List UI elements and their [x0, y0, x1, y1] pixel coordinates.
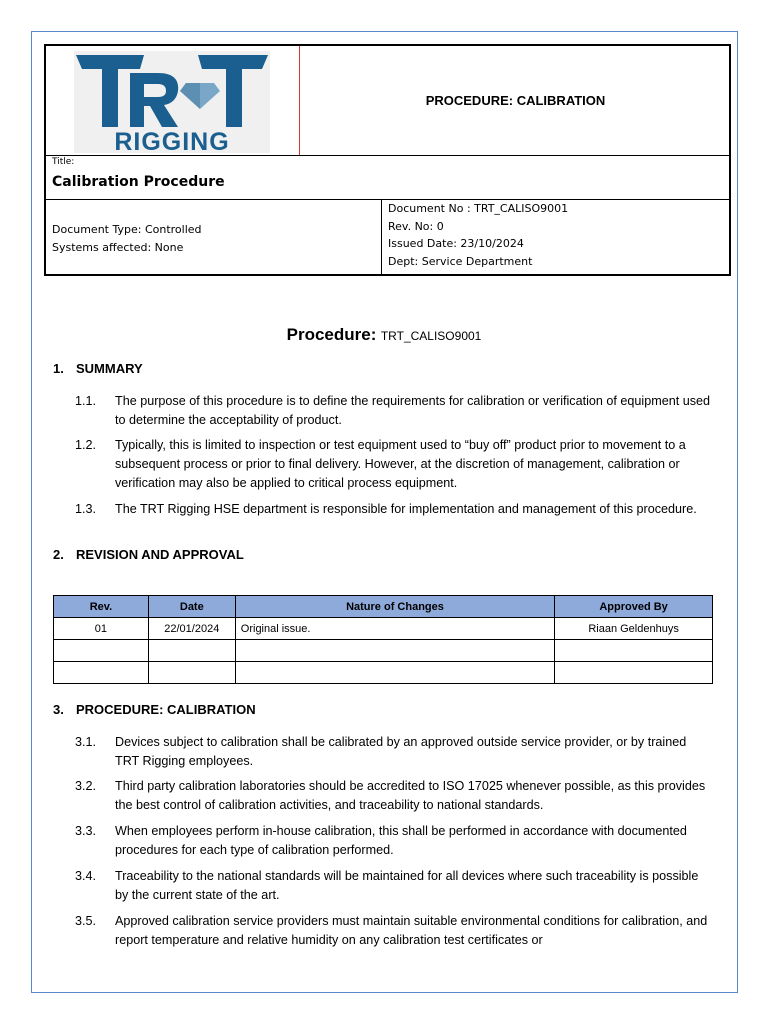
- item-text: Traceability to the national standards will be maintained for all devices where such traceability is possible by the current state of the art.: [115, 869, 699, 902]
- section-number: 2.: [53, 547, 64, 562]
- item-number: 3.3.: [75, 824, 97, 838]
- column-header: Nature of Changes: [235, 596, 554, 618]
- table-cell: [235, 662, 554, 684]
- revision-table: [53, 595, 713, 684]
- item-text: The TRT Rigging HSE department is responsible for implementation and management of this procedure.: [115, 502, 697, 516]
- meta-left: [52, 221, 202, 257]
- procedure-code: TRT_CALISO9001: [380, 329, 482, 343]
- table-header-row: [54, 596, 713, 618]
- table-cell: [148, 662, 235, 684]
- trt-rigging-logo: [74, 51, 270, 153]
- table-cell: 22/01/2024: [148, 618, 235, 640]
- table-row: [54, 618, 713, 640]
- title-value: Calibration Procedure: [52, 174, 225, 190]
- item-number: 3.1.: [75, 735, 97, 749]
- column-header: Date: [148, 596, 235, 618]
- document-type: Document Type: Controlled: [52, 223, 202, 236]
- section-number: 1.: [53, 361, 64, 376]
- item-text: Approved calibration service providers must maintain suitable environmental conditions for calibration, and report temperature and relative humidity on any calibration test certificates or: [115, 914, 708, 947]
- table-cell: [235, 640, 554, 662]
- column-header: Rev.: [54, 596, 149, 618]
- section-title: REVISION AND APPROVAL: [76, 547, 244, 562]
- issued-date: Issued Date: 23/10/2024: [388, 237, 524, 250]
- procedure-label: Procedure:: [286, 325, 377, 344]
- department: Dept: Service Department: [388, 254, 533, 268]
- table-cell: [54, 640, 149, 662]
- document-header: [44, 44, 731, 276]
- item-text: Third party calibration laboratories should be accredited to ISO 17025 whenever possible, as this provides the best control of calibration activities, and traceability to national standards.: [115, 779, 706, 812]
- table-cell: [148, 640, 235, 662]
- item-number: 3.5.: [75, 914, 97, 928]
- item-number: 3.4.: [75, 869, 97, 883]
- svg-text:RIGGING: RIGGING: [114, 128, 230, 153]
- item-text: When employees perform in-house calibration, this shall be performed in accordance with documented procedures for each type of calibration performed.: [115, 824, 687, 857]
- section-heading: [53, 547, 244, 562]
- meta-right: [388, 200, 568, 270]
- item-text: Typically, this is limited to inspection or test equipment used to “buy off” product prior to movement to a subsequent process or prior to final delivery. However, at the discretion of management, calibration or verification may also be applied to critical process equipment.: [115, 438, 686, 490]
- section-title: PROCEDURE: CALIBRATION: [76, 702, 256, 717]
- column-header: Approved By: [555, 596, 713, 618]
- item-text: The purpose of this procedure is to define the requirements for calibration or verification of equipment used to determine the acceptability of product.: [115, 394, 711, 427]
- table-cell: Riaan Geldenhuys: [555, 618, 713, 640]
- table-cell: [54, 662, 149, 684]
- divider: [381, 199, 382, 274]
- item-number: 3.2.: [75, 779, 97, 793]
- table-cell: Original issue.: [235, 618, 554, 640]
- table-cell: [555, 662, 713, 684]
- item-number: 1.2.: [75, 438, 97, 452]
- procedure-title: PROCEDURE: CALIBRATION: [425, 93, 606, 108]
- section-number: 3.: [53, 702, 64, 717]
- title-label: Title:: [52, 157, 75, 167]
- table-row: [54, 640, 713, 662]
- table-cell: 01: [54, 618, 149, 640]
- section-heading: [53, 702, 256, 717]
- item-number: 1.3.: [75, 502, 97, 516]
- table-row: [54, 662, 713, 684]
- divider: [46, 155, 729, 156]
- revision-number: Rev. No: 0: [388, 219, 444, 233]
- item-text: Devices subject to calibration shall be calibrated by an approved outside service provider, or by trained TRT Rigging employees.: [115, 735, 687, 768]
- document-number: Document No : TRT_CALISO9001: [388, 202, 569, 215]
- logo-cell: [46, 46, 300, 155]
- procedure-heading: [0, 325, 768, 345]
- section-heading: [53, 361, 143, 376]
- item-number: 1.1.: [75, 394, 97, 408]
- systems-affected: Systems affected: None: [52, 241, 184, 254]
- section-title: SUMMARY: [76, 361, 143, 376]
- table-cell: [555, 640, 713, 662]
